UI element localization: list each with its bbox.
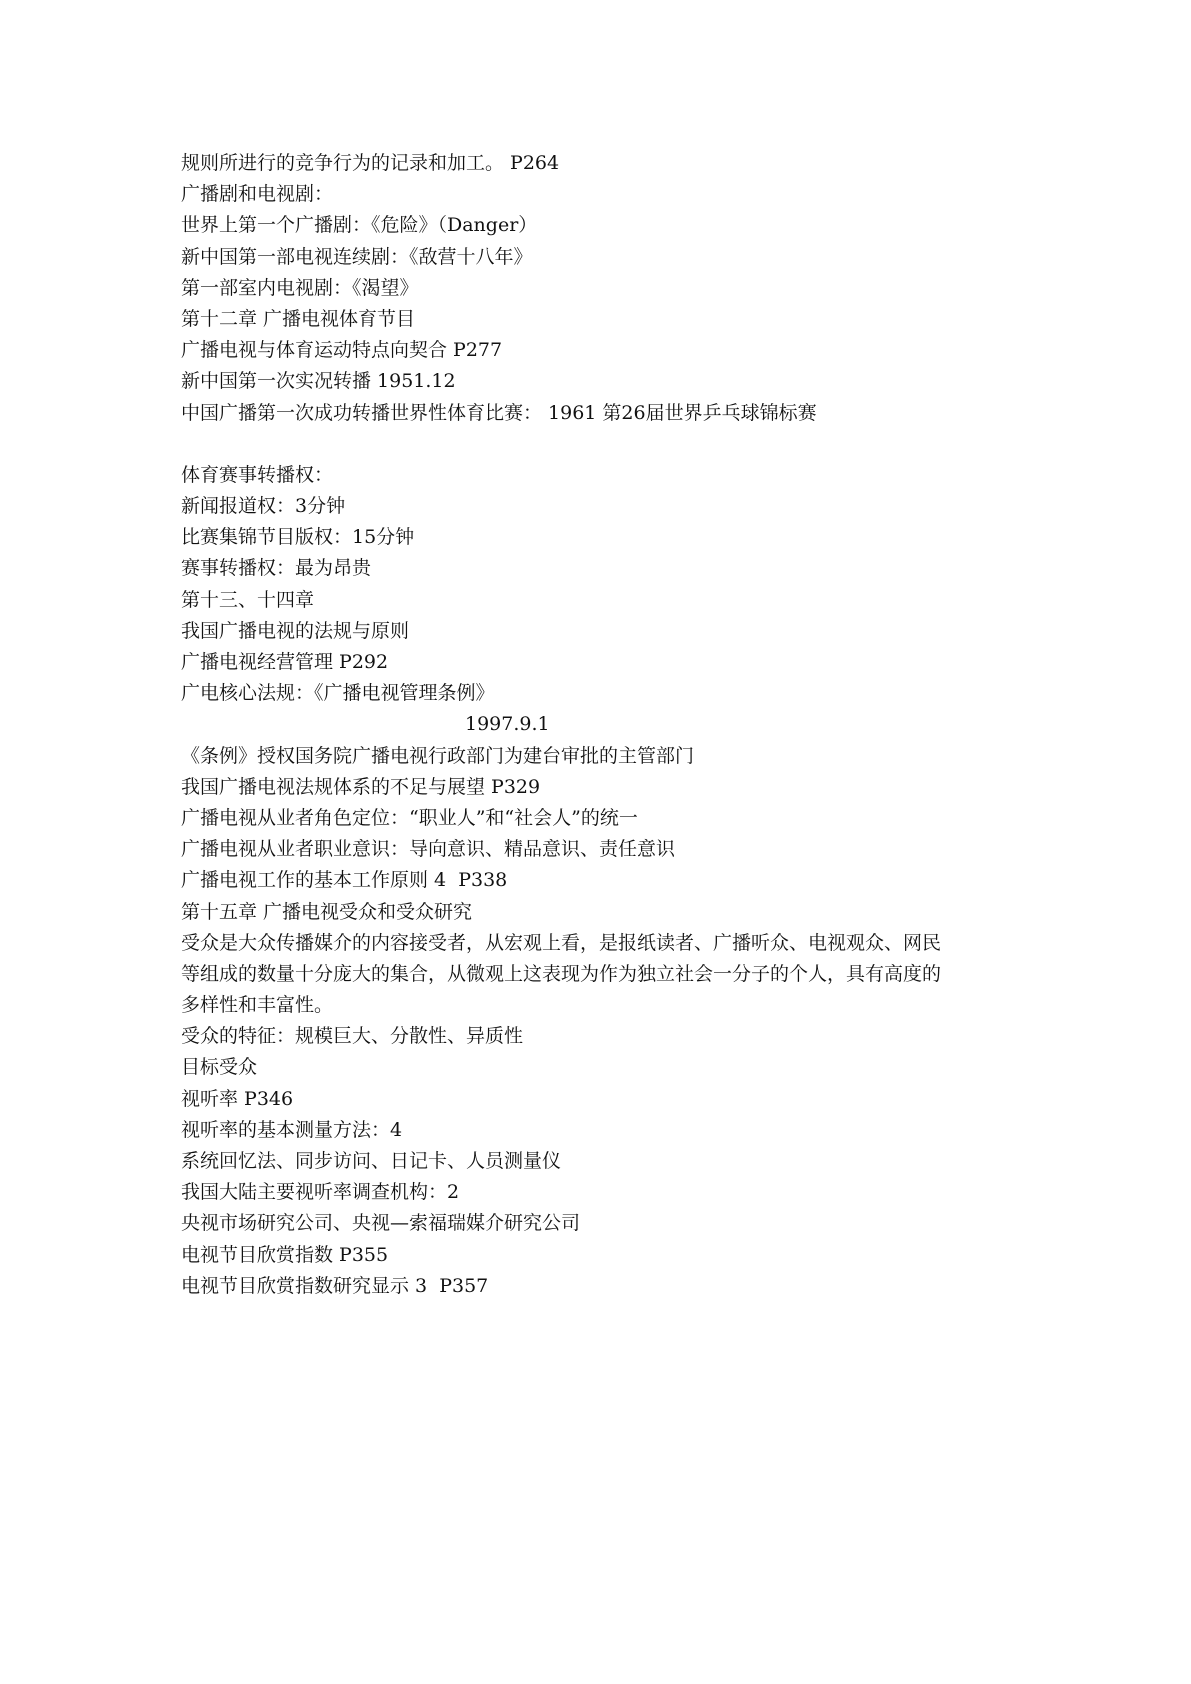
- paragraph-line: 等组成的数量十分庞大的集合，从微观上这表现为作为独立社会一分子的个人，具有高度的: [181, 962, 942, 985]
- text-line: 广播电视与体育运动特点向契合 P277: [181, 339, 503, 362]
- text-line: 电视节目欣赏指数研究显示 3 P357: [181, 1274, 489, 1297]
- text-line: 第一部室内电视剧：《渴望》: [181, 276, 419, 299]
- text-line: 规则所进行的竞争行为的记录和加工。 P264: [181, 152, 560, 174]
- text-line: 广播电视从业者角色定位：“职业人”和“社会人”的统一: [181, 806, 638, 829]
- text-line: 新闻报道权：3分钟: [181, 495, 346, 518]
- text-line: 新中国第一次实况转播 1951.12: [181, 370, 456, 393]
- section-heading: 体育赛事转播权：: [181, 463, 334, 486]
- text-line: 电视节目欣赏指数 P355: [181, 1243, 389, 1266]
- text-line: 广播电视工作的基本工作原则 4 P338: [181, 869, 508, 892]
- text-line: 比赛集锦节目版权：15分钟: [181, 526, 415, 549]
- text-line: 视听率的基本测量方法：4: [181, 1118, 403, 1141]
- text-line: 广播电视经营管理 P292: [181, 651, 389, 673]
- text-line: 世界上第一个广播剧：《危险》（Danger）: [181, 214, 538, 237]
- date-line: 1997.9.1: [465, 713, 550, 736]
- chapter-heading: 第十二章 广播电视体育节目: [181, 307, 416, 330]
- text-line: 《条例》授权国务院广播电视行政部门为建台审批的主管部门: [181, 744, 695, 767]
- text-line: 系统回忆法、同步访问、日记卡、人员测量仪: [181, 1150, 562, 1172]
- section-heading: 广播剧和电视剧：: [181, 183, 334, 206]
- text-line: 广播电视从业者职业意识：导向意识、精品意识、责任意识: [181, 838, 676, 861]
- chapter-heading: 第十五章 广播电视受众和受众研究: [181, 900, 473, 923]
- text-line: 目标受众: [181, 1056, 258, 1079]
- text-line: 赛事转播权：最为昂贵: [181, 557, 372, 580]
- text-line: 中国广播第一次成功转播世界性体育比赛： 1961 第26届世界乒乓球锦标赛: [181, 401, 817, 424]
- text-line: 我国广播电视的法规与原则: [181, 619, 410, 642]
- text-line: 受众的特征：规模巨大、分散性、异质性: [181, 1025, 524, 1048]
- text-line: 央视市场研究公司、央视—索福瑞媒介研究公司: [181, 1212, 581, 1235]
- text-line: 我国广播电视法规体系的不足与展望 P329: [181, 775, 541, 798]
- paragraph-line: 多样性和丰富性。: [181, 994, 334, 1017]
- paragraph-line: 受众是大众传播媒介的内容接受者，从宏观上看，是报纸读者、广播听众、电视观众、网民: [181, 931, 942, 954]
- text-line: 视听率 P346: [181, 1087, 294, 1110]
- document-body: [181, 148, 1021, 1302]
- text-line: 我国大陆主要视听率调查机构：2: [181, 1181, 460, 1204]
- text-line: 新中国第一部电视连续剧：《敌营十八年》: [181, 245, 533, 268]
- blank-line: [181, 429, 1021, 460]
- text-line: 广电核心法规：《广播电视管理条例》: [181, 682, 495, 705]
- chapter-heading: 第十三、十四章: [181, 588, 315, 611]
